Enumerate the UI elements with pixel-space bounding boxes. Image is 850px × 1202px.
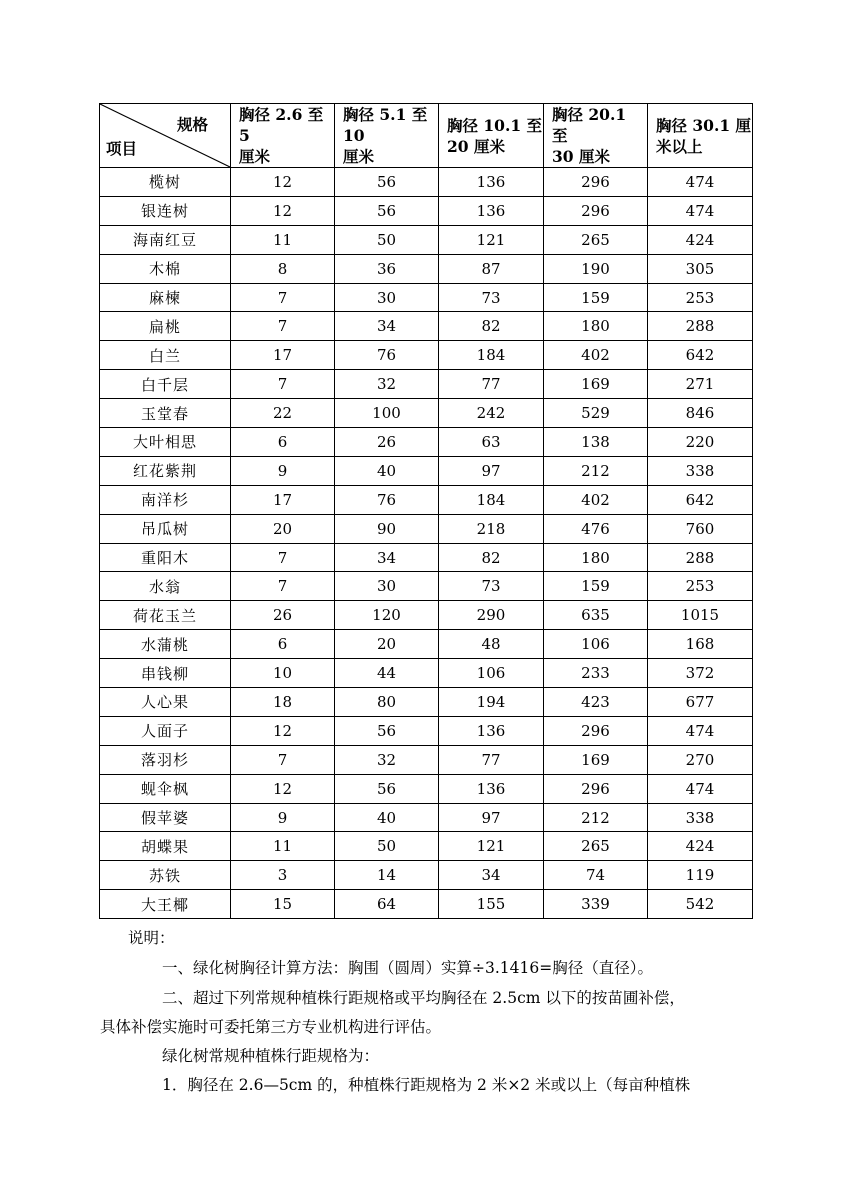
value-cell: 233 [544, 659, 648, 688]
value-cell: 9 [231, 456, 335, 485]
table-row [100, 456, 753, 485]
column-header-line: 胸径 10.1 至 [447, 115, 543, 135]
value-cell: 56 [335, 716, 439, 745]
value-cell: 11 [231, 225, 335, 254]
tree-name-cell: 人心果 [100, 688, 231, 717]
table-row [100, 254, 753, 283]
value-cell: 136 [439, 196, 544, 225]
value-cell: 159 [544, 572, 648, 601]
value-cell: 677 [648, 688, 753, 717]
tree-name-cell: 红花紫荆 [100, 456, 231, 485]
value-cell: 265 [544, 225, 648, 254]
column-header-line: 厘米 [343, 147, 375, 166]
table-header-row [100, 104, 753, 168]
value-cell: 184 [439, 341, 544, 370]
value-cell: 271 [648, 370, 753, 399]
value-cell: 3 [231, 861, 335, 890]
column-header-line: 厘米 [239, 147, 271, 166]
value-cell: 119 [648, 861, 753, 890]
value-cell: 372 [648, 659, 753, 688]
notes-title: 说明： [128, 929, 175, 947]
tree-name-cell: 大王椰 [100, 890, 231, 919]
value-cell: 26 [335, 428, 439, 457]
tree-name-cell: 重阳木 [100, 543, 231, 572]
value-cell: 212 [544, 456, 648, 485]
table-row [100, 514, 753, 543]
table-row [100, 428, 753, 457]
tree-name-cell: 南洋杉 [100, 485, 231, 514]
value-cell: 76 [335, 341, 439, 370]
table-row [100, 341, 753, 370]
value-cell: 1015 [648, 601, 753, 630]
value-cell: 159 [544, 283, 648, 312]
value-cell: 155 [439, 890, 544, 919]
value-cell: 846 [648, 399, 753, 428]
value-cell: 40 [335, 803, 439, 832]
value-cell: 12 [231, 716, 335, 745]
value-cell: 87 [439, 254, 544, 283]
value-cell: 56 [335, 196, 439, 225]
value-cell: 338 [648, 803, 753, 832]
value-cell: 242 [439, 399, 544, 428]
value-cell: 106 [439, 659, 544, 688]
value-cell: 90 [335, 514, 439, 543]
table-row [100, 572, 753, 601]
value-cell: 8 [231, 254, 335, 283]
table-row [100, 225, 753, 254]
value-cell: 34 [439, 861, 544, 890]
table-row [100, 630, 753, 659]
tree-name-cell: 玉堂春 [100, 399, 231, 428]
value-cell: 26 [231, 601, 335, 630]
tree-name-cell: 假苹婆 [100, 803, 231, 832]
value-cell: 12 [231, 196, 335, 225]
value-cell: 136 [439, 774, 544, 803]
value-cell: 288 [648, 543, 753, 572]
tree-name-cell: 吊瓜树 [100, 514, 231, 543]
value-cell: 642 [648, 485, 753, 514]
value-cell: 760 [648, 514, 753, 543]
value-cell: 168 [648, 630, 753, 659]
table-row [100, 861, 753, 890]
value-cell: 9 [231, 803, 335, 832]
value-cell: 44 [335, 659, 439, 688]
tree-name-cell: 扁桃 [100, 312, 231, 341]
value-cell: 169 [544, 745, 648, 774]
value-cell: 7 [231, 543, 335, 572]
value-cell: 253 [648, 572, 753, 601]
value-cell: 30 [335, 283, 439, 312]
value-cell: 7 [231, 745, 335, 774]
value-cell: 22 [231, 399, 335, 428]
value-cell: 218 [439, 514, 544, 543]
value-cell: 77 [439, 370, 544, 399]
value-cell: 56 [335, 774, 439, 803]
corner-item-label: 项目 [106, 139, 138, 158]
compensation-table [99, 103, 753, 919]
column-header-line: 20 厘米 [447, 136, 505, 156]
value-cell: 50 [335, 225, 439, 254]
tree-name-cell: 落羽杉 [100, 745, 231, 774]
value-cell: 56 [335, 168, 439, 197]
value-cell: 97 [439, 456, 544, 485]
value-cell: 100 [335, 399, 439, 428]
table-row [100, 688, 753, 717]
tree-name-cell: 白兰 [100, 341, 231, 370]
value-cell: 296 [544, 716, 648, 745]
value-cell: 64 [335, 890, 439, 919]
table-row [100, 370, 753, 399]
value-cell: 136 [439, 716, 544, 745]
value-cell: 97 [439, 803, 544, 832]
note-item-2-line-2: 具体补偿实施时可委托第三方专业机构进行评估。 [100, 1018, 442, 1036]
tree-name-cell: 白千层 [100, 370, 231, 399]
table-body [100, 168, 753, 919]
tree-name-cell: 麻楝 [100, 283, 231, 312]
value-cell: 424 [648, 832, 753, 861]
table-row [100, 168, 753, 197]
table-row [100, 832, 753, 861]
value-cell: 30 [335, 572, 439, 601]
value-cell: 184 [439, 485, 544, 514]
value-cell: 20 [231, 514, 335, 543]
value-cell: 34 [335, 543, 439, 572]
table-row [100, 745, 753, 774]
value-cell: 17 [231, 485, 335, 514]
value-cell: 40 [335, 456, 439, 485]
value-cell: 14 [335, 861, 439, 890]
value-cell: 635 [544, 601, 648, 630]
tree-name-cell: 海南红豆 [100, 225, 231, 254]
value-cell: 194 [439, 688, 544, 717]
value-cell: 82 [439, 543, 544, 572]
value-cell: 77 [439, 745, 544, 774]
value-cell: 220 [648, 428, 753, 457]
value-cell: 7 [231, 370, 335, 399]
column-header-line: 胸径 5.1 至 10 [343, 105, 428, 145]
table-row [100, 803, 753, 832]
value-cell: 265 [544, 832, 648, 861]
value-cell: 169 [544, 370, 648, 399]
value-cell: 34 [335, 312, 439, 341]
value-cell: 74 [544, 861, 648, 890]
value-cell: 180 [544, 312, 648, 341]
value-cell: 121 [439, 832, 544, 861]
value-cell: 212 [544, 803, 648, 832]
value-cell: 106 [544, 630, 648, 659]
value-cell: 253 [648, 283, 753, 312]
value-cell: 6 [231, 630, 335, 659]
note-item-4: 1．胸径在 2.6—5cm 的，种植株行距规格为 2 米×2 米或以上（每亩种植株 [162, 1076, 691, 1094]
value-cell: 76 [335, 485, 439, 514]
value-cell: 15 [231, 890, 335, 919]
note-item-1: 一、绿化树胸径计算方法：胸围（圆周）实算÷3.1416=胸径（直径）。 [162, 959, 653, 977]
column-header-line: 30 厘米 [552, 147, 610, 166]
table-row [100, 283, 753, 312]
tree-name-cell: 胡蝶果 [100, 832, 231, 861]
corner-spec-label: 规格 [176, 115, 208, 134]
table-row [100, 774, 753, 803]
tree-name-cell: 大叶相思 [100, 428, 231, 457]
column-header-line: 胸径 2.6 至 5 [239, 105, 324, 145]
table-row [100, 716, 753, 745]
value-cell: 7 [231, 572, 335, 601]
column-header-line: 米以上 [656, 136, 703, 156]
table-row [100, 485, 753, 514]
value-cell: 296 [544, 196, 648, 225]
tree-name-cell: 银连树 [100, 196, 231, 225]
value-cell: 32 [335, 745, 439, 774]
corner-header-cell [100, 104, 231, 168]
tree-name-cell: 木棉 [100, 254, 231, 283]
column-header [231, 104, 335, 168]
value-cell: 121 [439, 225, 544, 254]
note-item-2-line-1: 二、超过下列常规种植株行距规格或平均胸径在 2.5cm 以下的按苗圃补偿， [162, 989, 685, 1007]
value-cell: 190 [544, 254, 648, 283]
value-cell: 12 [231, 168, 335, 197]
value-cell: 474 [648, 196, 753, 225]
value-cell: 20 [335, 630, 439, 659]
table-row [100, 312, 753, 341]
value-cell: 82 [439, 312, 544, 341]
value-cell: 423 [544, 688, 648, 717]
tree-name-cell: 苏铁 [100, 861, 231, 890]
value-cell: 10 [231, 659, 335, 688]
column-header [335, 104, 439, 168]
column-header-line: 胸径 20.1 至 [552, 105, 627, 145]
value-cell: 36 [335, 254, 439, 283]
column-header [648, 104, 753, 168]
column-header [439, 104, 544, 168]
value-cell: 48 [439, 630, 544, 659]
value-cell: 6 [231, 428, 335, 457]
table-row [100, 601, 753, 630]
value-cell: 7 [231, 283, 335, 312]
tree-name-cell: 榄树 [100, 168, 231, 197]
value-cell: 80 [335, 688, 439, 717]
value-cell: 642 [648, 341, 753, 370]
value-cell: 474 [648, 716, 753, 745]
value-cell: 476 [544, 514, 648, 543]
value-cell: 18 [231, 688, 335, 717]
value-cell: 402 [544, 341, 648, 370]
value-cell: 296 [544, 774, 648, 803]
value-cell: 138 [544, 428, 648, 457]
value-cell: 402 [544, 485, 648, 514]
table-row [100, 543, 753, 572]
value-cell: 50 [335, 832, 439, 861]
value-cell: 424 [648, 225, 753, 254]
value-cell: 305 [648, 254, 753, 283]
table-row [100, 399, 753, 428]
tree-name-cell: 荷花玉兰 [100, 601, 231, 630]
value-cell: 17 [231, 341, 335, 370]
table-row [100, 659, 753, 688]
tree-name-cell: 蚬伞枫 [100, 774, 231, 803]
value-cell: 474 [648, 168, 753, 197]
value-cell: 12 [231, 774, 335, 803]
value-cell: 120 [335, 601, 439, 630]
column-header [544, 104, 648, 168]
value-cell: 288 [648, 312, 753, 341]
value-cell: 7 [231, 312, 335, 341]
value-cell: 529 [544, 399, 648, 428]
tree-name-cell: 人面子 [100, 716, 231, 745]
value-cell: 296 [544, 168, 648, 197]
tree-name-cell: 串钱柳 [100, 659, 231, 688]
value-cell: 290 [439, 601, 544, 630]
tree-name-cell: 水翁 [100, 572, 231, 601]
value-cell: 136 [439, 168, 544, 197]
tree-name-cell: 水蒲桃 [100, 630, 231, 659]
value-cell: 338 [648, 456, 753, 485]
note-item-3: 绿化树常规种植株行距规格为： [162, 1047, 380, 1065]
value-cell: 63 [439, 428, 544, 457]
value-cell: 73 [439, 572, 544, 601]
table-row [100, 890, 753, 919]
value-cell: 339 [544, 890, 648, 919]
value-cell: 180 [544, 543, 648, 572]
value-cell: 73 [439, 283, 544, 312]
value-cell: 474 [648, 774, 753, 803]
value-cell: 32 [335, 370, 439, 399]
value-cell: 11 [231, 832, 335, 861]
column-header-line: 胸径 30.1 厘 [656, 115, 752, 135]
value-cell: 270 [648, 745, 753, 774]
table-row [100, 196, 753, 225]
value-cell: 542 [648, 890, 753, 919]
